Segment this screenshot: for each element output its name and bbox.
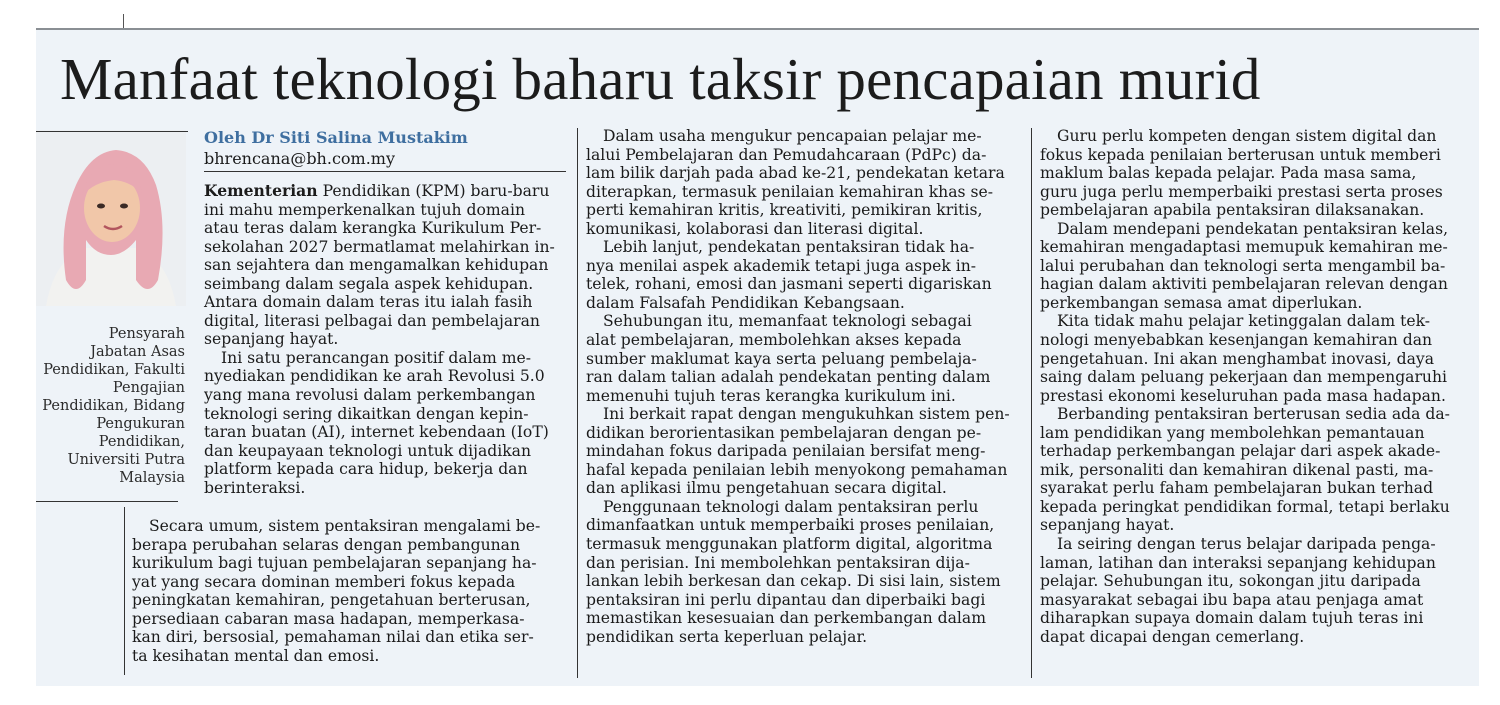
article-paragraph xyxy=(586,312,1024,405)
text-line: diharapkan supaya domain dalam tujuh teras ini xyxy=(1040,609,1424,628)
text-line: kemahiran mengadaptasi memupuk kemahiran me- xyxy=(1040,238,1448,257)
text-line: maklum balas kepada pelajar. Pada masa sama, xyxy=(1040,164,1417,183)
caption-line: Pengukuran xyxy=(96,416,185,432)
text-line: memenuhi tujuh teras kerangka kurikulum ini. xyxy=(586,386,956,405)
text-line: platform kepada cara hidup, bekerja dan xyxy=(204,460,528,479)
text-line: seimbang dalam segala aspek kehidupan. xyxy=(204,274,534,293)
lead-word: Kementerian xyxy=(204,181,318,200)
article-column-1-lower xyxy=(132,517,568,665)
article-paragraph xyxy=(204,349,566,497)
article-column-3 xyxy=(1040,127,1472,646)
text-line: pengetahuan. Ini akan menghambat inovasi, daya xyxy=(1040,349,1435,368)
text-line: Lebih lanjut, pendekatan pentaksiran tidak ha- xyxy=(603,238,975,257)
text-line: pembelajaran apabila pentaksiran dilaksanakan. xyxy=(1040,201,1425,220)
caption-line: Pendidikan, Fakulti xyxy=(43,362,185,378)
text-line: berapa perubahan selaras dengan pembangunan xyxy=(132,535,521,554)
text-line: Penggunaan teknologi dalam pentaksiran perlu xyxy=(603,497,979,516)
text-line: telek, rohani, emosi dan jasmani seperti digariskan xyxy=(586,275,992,294)
text-line: sekolahan 2027 bermatlamat melahirkan in- xyxy=(204,237,555,256)
column-divider-1 xyxy=(124,507,125,675)
text-line: masyarakat sebagai ibu bapa atau penjaga amat xyxy=(1040,590,1424,609)
text-line: yat yang secara dominan memberi fokus kepada xyxy=(132,572,516,591)
text-line: kan diri, bersosial, pemahaman nilai dan etika ser- xyxy=(132,628,534,647)
text-line: digital, literasi pelbagai dan pembelajaran xyxy=(204,311,540,330)
text-line: hagian dalam aktiviti pembelajaran relevan dengan xyxy=(1040,275,1448,294)
text-line: guru juga perlu memperbaiki prestasi serta proses xyxy=(1040,182,1443,201)
text-line: Dalam usaha mengukur pencapaian pelajar me- xyxy=(603,127,982,145)
article-headline: Manfaat teknologi baharu taksir pencapaian murid xyxy=(60,46,1261,112)
author-portrait-icon xyxy=(36,130,186,306)
text-line: nya menilai aspek akademik tetapi juga aspek in- xyxy=(586,256,977,275)
author-email[interactable]: bhrencana@bh.com.my xyxy=(204,149,396,168)
text-line: Sehubungan itu, memanfaat teknologi sebagai xyxy=(603,312,972,331)
text-line: terhadap perkembangan pelajar dari aspek akade- xyxy=(1040,442,1441,461)
article-column-1 xyxy=(204,182,566,497)
article-paragraph xyxy=(1040,535,1472,646)
text-line: dalam Falsafah Pendidikan Kebangsaan. xyxy=(586,293,905,312)
article-paragraph xyxy=(1040,312,1472,405)
text-line: Kita tidak mahu pelajar ketinggalan dalam tek- xyxy=(1057,312,1431,331)
article-paragraph xyxy=(1040,220,1472,313)
text-line: syarakat perlu faham pembelajaran bukan terhad xyxy=(1040,479,1434,498)
text-line: lalui perubahan dan teknologi serta mengambil ba- xyxy=(1040,256,1446,275)
text-line: ini mahu memperkenalkan tujuh domain xyxy=(204,200,525,219)
text-line: nologi menyebabkan kesenjangan kemahiran dan xyxy=(1040,331,1433,350)
text-line: kepada peringkat pendidikan formal, tetapi berlaku xyxy=(1040,497,1450,516)
text-line: lam pendidikan yang membolehkan pemantauan xyxy=(1040,423,1425,442)
text-line: peningkatan kemahiran, pengetahuan berterusan, xyxy=(132,591,531,610)
text-line: lankan lebih berkesan dan cekap. Di sisi lain, sistem xyxy=(586,572,1001,591)
article-paragraph xyxy=(1040,127,1472,220)
caption-line: Pendidikan, Bidang xyxy=(42,398,185,414)
text-line: nyediakan pendidikan ke arah Revolusi 5.0 xyxy=(204,367,545,386)
article-panel xyxy=(36,28,1479,686)
text-line: saing dalam peluang pekerjaan dan mempengaruhi xyxy=(1040,368,1448,387)
caption-line: Malaysia xyxy=(119,470,185,486)
caption-line: Pendidikan, xyxy=(98,434,185,450)
text-line: termasuk menggunakan platform digital, algoritma xyxy=(586,535,993,554)
text-line: Antara domain dalam teras itu ialah fasih xyxy=(204,293,533,312)
text-line: prestasi ekonomi keseluruhan pada masa hadapan. xyxy=(1040,386,1446,405)
text-line: lalui Pembelajaran dan Pemudahcaraan (PdPc) da- xyxy=(586,145,987,164)
text-line: laman, latihan dan interaksi sepanjang kehidupan xyxy=(1040,553,1436,572)
text-line: hafal kepada penilaian lebih menyokong pemahaman xyxy=(586,460,1008,479)
page-tick-mark xyxy=(123,14,124,28)
column-divider-2 xyxy=(577,128,578,678)
article-paragraph xyxy=(204,182,566,349)
text-line: komunikasi, kolaborasi dan literasi digital. xyxy=(586,219,924,238)
article-paragraph xyxy=(1040,405,1472,535)
text-line: Ini satu perancangan positif dalam me- xyxy=(221,348,532,367)
text-line: mik, personaliti dan kemahiran dikenal pasti, ma- xyxy=(1040,460,1434,479)
article-paragraph xyxy=(586,238,1024,312)
text-line: Dalam mendepani pendekatan pentaksiran kelas, xyxy=(1057,219,1449,238)
text-line: sepanjang hayat. xyxy=(1040,516,1175,535)
text-line: yang mana revolusi dalam perkembangan xyxy=(204,386,536,405)
text-line: Pendidikan (KPM) baru-baru xyxy=(322,182,550,200)
article-paragraph xyxy=(586,127,1024,238)
text-line: pelajar. Sehubungan itu, sokongan jitu daripada xyxy=(1040,572,1421,591)
text-line: diterapkan, termasuk penilaian kemahiran khas se- xyxy=(586,182,993,201)
text-line: kurikulum bagi tujuan pembelajaran sepanjang ha- xyxy=(132,554,537,573)
text-line: pendidikan serta keperluan pelajar. xyxy=(586,627,868,646)
byline xyxy=(204,127,564,169)
caption-line: Pensyarah xyxy=(108,326,185,342)
text-line: berinteraksi. xyxy=(204,478,306,497)
text-line: sumber maklumat kaya serta peluang pembelaja- xyxy=(586,349,977,368)
text-line: dan aplikasi ilmu pengetahuan secara digital. xyxy=(586,479,947,498)
text-line: perkembangan semasa amat diperlukan. xyxy=(1040,293,1363,312)
text-line: Ini berkait rapat dengan mengukuhkan sistem pen- xyxy=(603,405,1010,424)
article-paragraph xyxy=(586,498,1024,646)
caption-line: Jabatan Asas xyxy=(90,344,185,360)
text-line: ran dalam talian adalah pendekatan penting dalam xyxy=(586,368,991,387)
text-line: alat pembelajaran, membolehkan akses kepada xyxy=(586,331,962,350)
text-line: taran buatan (AI), internet kebendaan (IoT) xyxy=(204,423,549,442)
article-paragraph xyxy=(586,405,1024,498)
column-divider-3 xyxy=(1031,128,1032,678)
text-line: Berbanding pentaksiran berterusan sedia ada da- xyxy=(1057,405,1450,424)
text-line: memastikan kesesuaian dan perkembangan dalam xyxy=(586,609,986,628)
author-caption xyxy=(36,325,185,487)
text-line: dapat dicapai dengan cemerlang. xyxy=(1040,627,1305,646)
text-line: ta kesihatan mental dan emosi. xyxy=(132,646,380,665)
author-name: Oleh Dr Siti Salina Mustakim xyxy=(204,128,468,147)
caption-line: Pengajian xyxy=(112,380,185,396)
text-line: pentaksiran ini perlu dipantau dan diperbaiki bagi xyxy=(586,590,986,609)
caption-line: Universiti Putra xyxy=(67,452,185,468)
text-line: perti kemahiran kritis, kreativiti, pemikiran kritis, xyxy=(586,201,983,220)
article-column-2 xyxy=(586,127,1024,646)
author-photo xyxy=(36,130,186,306)
text-line: san sejahtera dan mengamalkan kehidupan xyxy=(204,256,549,275)
byline-rule xyxy=(204,171,566,172)
text-line: Guru perlu kompeten dengan sistem digital dan xyxy=(1057,127,1437,145)
text-line: persediaan cabaran masa hadapan, memperkasa- xyxy=(132,609,525,628)
text-line: dan keupayaan teknologi untuk dijadikan xyxy=(204,441,532,460)
text-line: teknologi sering dikaitkan dengan kepin- xyxy=(204,404,529,423)
caption-bottom-rule xyxy=(36,501,178,502)
text-line: mindahan fokus daripada penilaian bersifat meng- xyxy=(586,442,986,461)
text-line: Ia seiring dengan terus belajar daripada penga- xyxy=(1057,535,1436,554)
caption-top-rule xyxy=(36,131,188,132)
text-line: lam bilik darjah pada abad ke-21, pendekatan ketara xyxy=(586,164,1005,183)
text-line: dan perisian. Ini membolehkan pentaksiran dija- xyxy=(586,553,970,572)
text-line: dimanfaatkan untuk memperbaiki proses penilaian, xyxy=(586,516,995,535)
text-line: didikan berorientasikan pembelajaran dengan pe- xyxy=(586,423,982,442)
text-line: sepanjang hayat. xyxy=(204,330,339,349)
text-line: fokus kepada penilaian berterusan untuk memberi xyxy=(1040,145,1441,164)
text-line: atau teras dalam kerangka Kurikulum Per- xyxy=(204,219,542,238)
text-line: Secara umum, sistem pentaksiran mengalami be- xyxy=(149,517,541,535)
article-paragraph xyxy=(132,517,568,665)
